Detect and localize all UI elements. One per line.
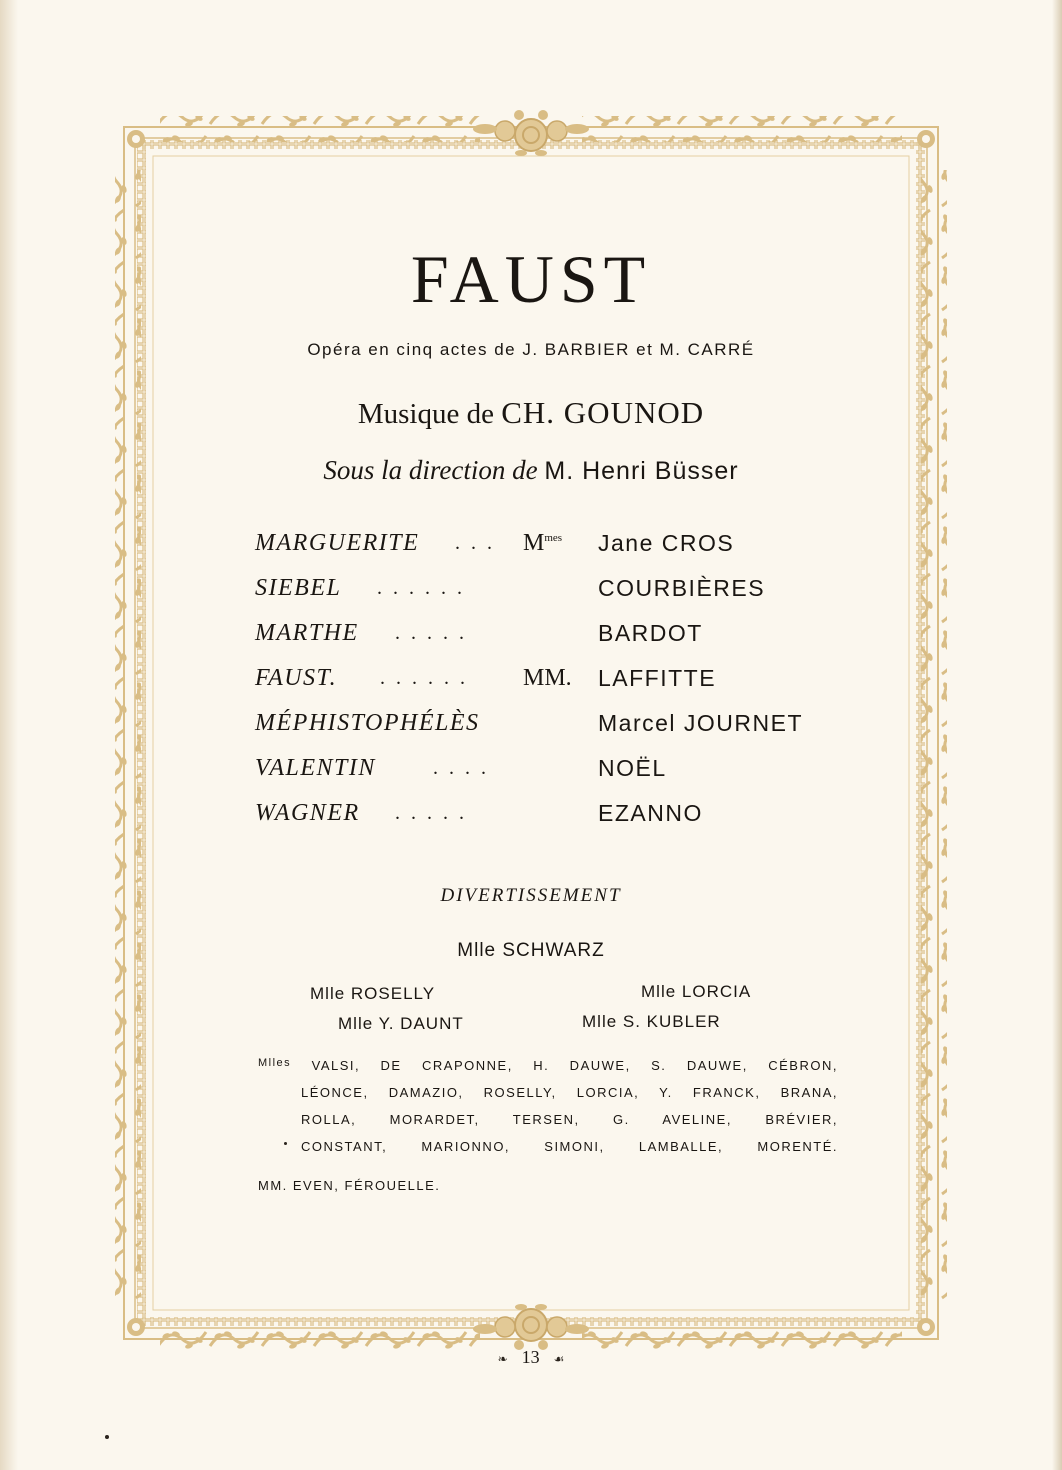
soloist: Mlle Y. DAUNT [338,1014,464,1033]
cast-performer: Jane CROS [598,530,735,556]
cast-row [255,800,855,845]
top-bouquet-ornament [473,110,589,156]
cast-role: MARTHE [255,620,359,646]
cast-role: VALENTIN [255,755,376,781]
corps-line [258,1058,838,1085]
leader-dots: . . . [455,532,495,554]
ink-spot [105,1435,109,1439]
cast-row [255,575,855,620]
composer-line [0,395,1062,431]
leader-dots: . . . . . . [380,667,468,689]
cast-row [255,665,855,710]
cast-performer: LAFFITTE [598,665,717,691]
fleuron-icon: ❧ [497,1352,508,1366]
soloist: Mlle ROSELLY [310,984,436,1003]
performer-title: $M^{mes}$ [523,530,563,556]
corps-line: CONSTANT, MARIONNO, SIMONI, LAMBALLE, MORENTÉ. [301,1139,838,1154]
corps-de-ballet [258,1058,838,1166]
opera-title: FAUST [410,241,652,317]
cast-list [255,530,855,845]
leader-dots: . . . . . [395,802,467,824]
performer-title: MM. [523,665,572,691]
cast-row [255,530,855,575]
cast-row [255,620,855,665]
music-prefix: Musique de [357,398,494,430]
page-number-value: 13 [521,1347,540,1367]
cast-performer: BARDOT [598,620,703,646]
cast-role: WAGNER [255,800,360,826]
conductor-line [0,455,1062,486]
soloist: Mlle S. KUBLER [582,1012,721,1031]
corps-names: VALSI, DE CRAPONNE, H. DAUWE, S. DAUWE, CÉBRON, [311,1058,838,1073]
divertissement-heading: DIVERTISSEMENT [440,885,622,906]
corps-line: ROLLA, MORARDET, TERSEN, G. AVELINE, BRÉVIER, [301,1112,838,1127]
opera-subtitle: Opéra en cinq actes de J. BARBIER et M. CARRÉ [307,340,755,359]
fleuron-icon: ☙ [553,1352,565,1366]
cast-performer: Marcel JOURNET [598,710,804,736]
principal-dancer: Mlle SCHWARZ [457,940,605,961]
composer-name: CH. GOUNOD [501,395,705,430]
corps-prefix: Mlles [258,1057,292,1069]
leader-dots: . . . . . . [377,577,465,599]
bottom-bouquet-ornament [473,1304,589,1350]
direction-prefix: Sous la direction de [323,455,538,485]
ink-spot [284,1142,287,1145]
conductor-name: M. Henri Büsser [544,457,739,485]
male-dancers: MM. EVEN, FÉROUELLE. [258,1178,441,1193]
cast-role: SIEBEL [255,575,342,601]
soloist: Mlle LORCIA [641,982,752,1001]
leader-dots: . . . . . [395,622,467,644]
cast-role: MÉPHISTOPHÉLÈS [255,710,480,736]
cast-row [255,710,855,755]
cast-performer: EZANNO [598,800,703,826]
page-number [0,1347,1062,1368]
cast-role: MARGUERITE [255,530,420,556]
cast-row [255,755,855,800]
leader-dots: . . . . [433,757,489,779]
cast-role: FAUST. [255,665,338,691]
cast-performer: NOËL [598,755,667,781]
corps-line: LÉONCE, DAMAZIO, ROSELLY, LORCIA, Y. FRANCK, BRANA, [301,1085,838,1100]
cast-performer: COURBIÈRES [598,575,766,601]
